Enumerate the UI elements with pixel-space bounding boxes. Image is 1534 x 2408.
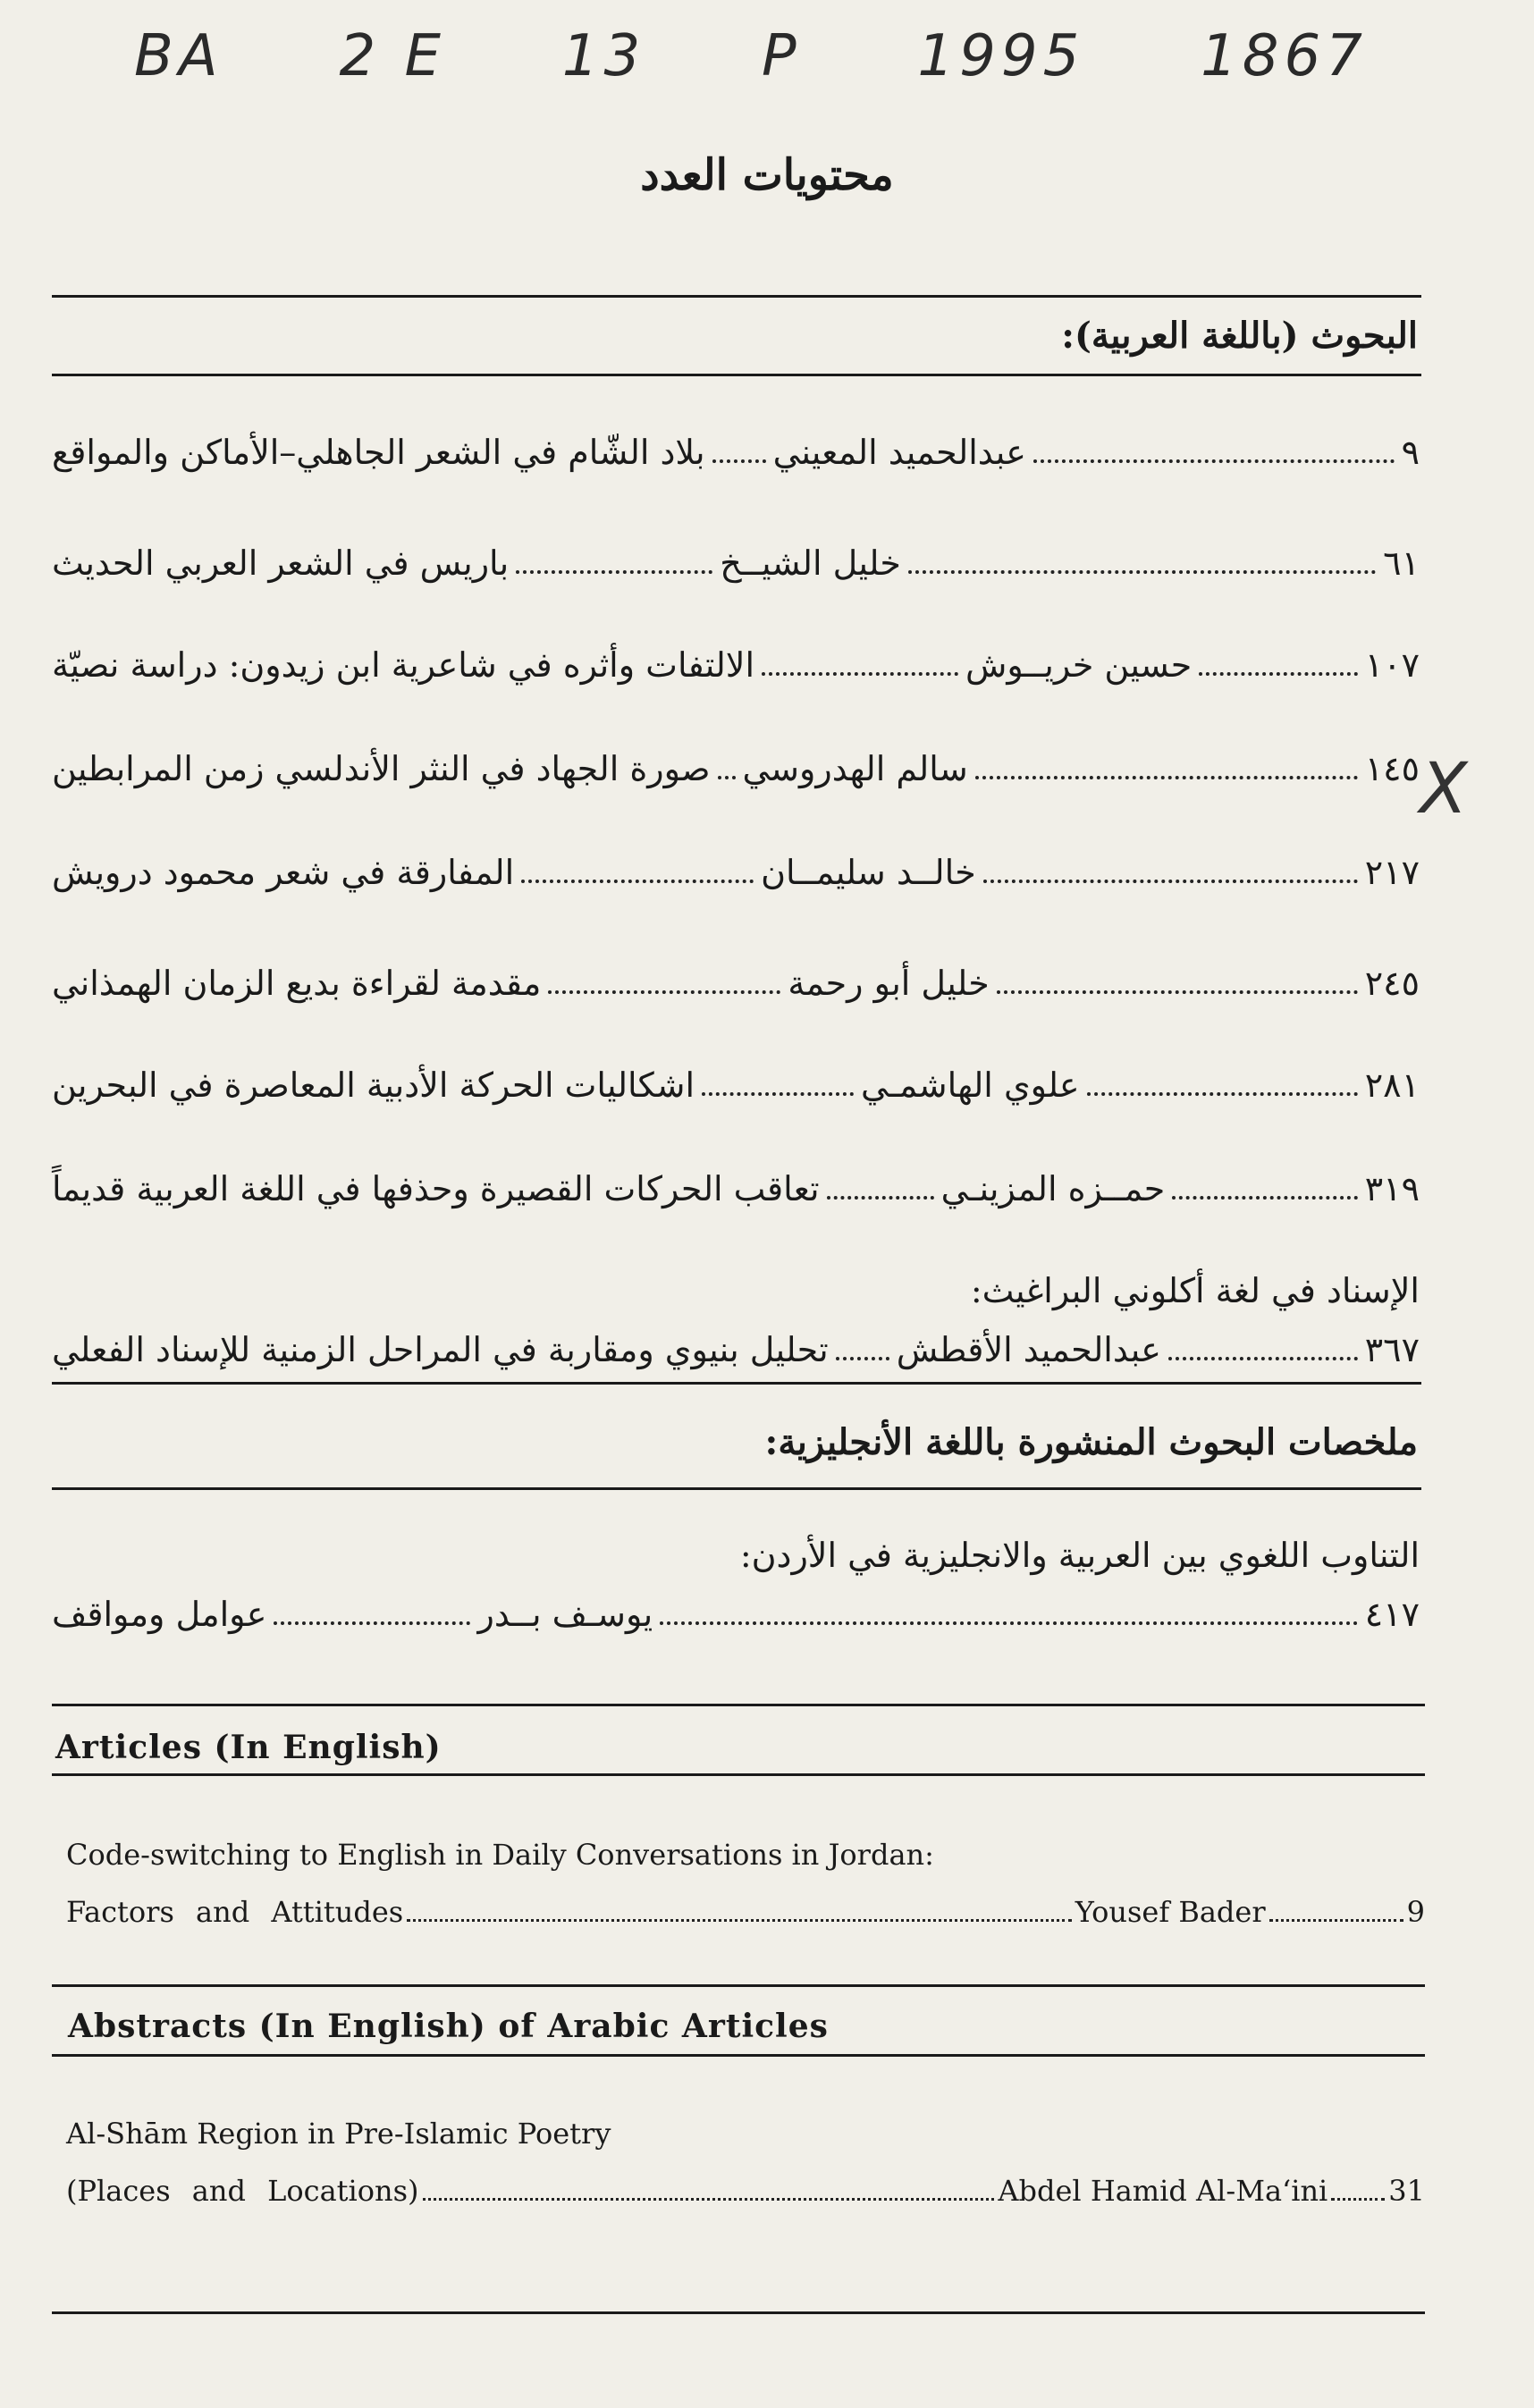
leader-dots	[975, 776, 1358, 779]
toc-title: تعاقب الحركات القصيرة وحذفها في اللغة العربية قديماً	[52, 1169, 820, 1208]
leader-dots	[712, 459, 766, 463]
leader-dots	[1033, 459, 1395, 463]
toc-author: خليل الشيــخ	[720, 543, 901, 583]
toc-page-number: ٩	[1401, 433, 1420, 472]
abstracts-english-heading: Abstracts (In English) of Arabic Articles	[68, 2008, 829, 2045]
handwritten-code: BA	[134, 23, 223, 89]
toc-page-number: ٣١٩	[1364, 1169, 1420, 1208]
handwritten-year: 1995	[917, 23, 1085, 89]
leader-dots	[997, 990, 1358, 994]
toc-author: عبدالحميد الأقطش	[896, 1330, 1161, 1369]
toc-title: الالتفات وأثره في شاعرية ابن زيدون: دراسة نصيّة	[52, 645, 755, 685]
leader-dots	[1172, 1196, 1358, 1200]
toc-page-number: 9	[1406, 1895, 1425, 1929]
toc-title-line1: التناوب اللغوي بين العربية والانجليزية في الأردن:	[739, 1536, 1420, 1575]
toc-page-number: ٤١٧	[1364, 1595, 1420, 1634]
handwritten-annotation	[134, 16, 1368, 97]
divider	[52, 1487, 1421, 1490]
handwritten-part3: 13	[561, 23, 646, 89]
handwritten-x-mark: X	[1420, 749, 1468, 829]
abstracts-heading-arabic: ملخصات البحوث المنشورة باللغة الأنجليزية:	[764, 1421, 1418, 1463]
divider	[52, 1382, 1421, 1385]
toc-page-number: ٢٤٥	[1364, 964, 1420, 1003]
toc-title: عوامل ومواقف	[52, 1595, 267, 1634]
divider	[52, 1704, 1425, 1706]
leader-dots	[1199, 672, 1358, 676]
toc-row[interactable]	[52, 533, 1420, 583]
leader-dots	[660, 1621, 1358, 1625]
leader-dots	[827, 1196, 934, 1200]
toc-page-number: ١٤٥	[1364, 749, 1420, 788]
leader-dots	[407, 1919, 1072, 1922]
toc-title: (Places and Locations)	[66, 2174, 419, 2208]
handwritten-number: 1867	[1201, 23, 1368, 89]
leader-dots	[718, 776, 736, 779]
toc-row[interactable]	[66, 2165, 1425, 2208]
divider	[52, 374, 1421, 376]
toc-title-line1: Code-switching to English in Daily Conversations in Jordan:	[66, 1838, 934, 1872]
leader-dots	[1087, 1092, 1358, 1096]
arabic-section-heading: البحوث (باللغة العربية):	[1061, 315, 1418, 357]
page-title: محتويات العدد	[640, 150, 894, 200]
leader-dots	[516, 570, 712, 574]
toc-author: Abdel Hamid Al-Ma‘ini	[998, 2174, 1328, 2208]
leader-dots	[1168, 1357, 1358, 1360]
toc-row[interactable]	[66, 1886, 1425, 1929]
toc-title-line1: الإسناد في لغة أكلوني البراغيث:	[970, 1271, 1420, 1310]
toc-author: Yousef Bader	[1075, 1895, 1266, 1929]
leader-dots	[1331, 2198, 1385, 2201]
toc-author: خالــد سليمــان	[761, 853, 976, 892]
toc-author: يوسـف بــدر	[477, 1595, 653, 1634]
toc-title-line1: Al-Shām Region in Pre-Islamic Poetry	[66, 2117, 611, 2151]
toc-title: تحليل بنيوي ومقاربة في المراحل الزمنية للإسناد الفعلي	[52, 1330, 829, 1369]
toc-row[interactable]	[52, 1319, 1420, 1369]
toc-title: مقدمة لقراءة بديع الزمان الهمذاني	[52, 964, 542, 1003]
divider	[52, 295, 1421, 298]
toc-title: بلاد الشّام في الشعر الجاهلي–الأماكن والمواقع	[52, 433, 705, 472]
toc-row[interactable]	[52, 842, 1420, 892]
toc-title: باريس في الشعر العربي الحديث	[52, 543, 510, 583]
toc-row[interactable]	[52, 1158, 1420, 1208]
toc-title: صورة الجهاد في النثر الأندلسي زمن المرابطين	[52, 749, 711, 788]
toc-page-number: 31	[1388, 2174, 1425, 2208]
leader-dots	[274, 1621, 470, 1625]
toc-row[interactable]	[52, 422, 1420, 472]
toc-author: حسين خريــوش	[965, 645, 1193, 685]
leader-dots	[521, 880, 754, 883]
leader-dots	[548, 990, 780, 994]
toc-page-number: ٣٦٧	[1364, 1330, 1420, 1369]
toc-author: علوي الهاشمـي	[861, 1065, 1080, 1105]
articles-english-heading: Articles (In English)	[55, 1729, 442, 1766]
divider	[52, 2311, 1425, 2314]
toc-row[interactable]	[52, 635, 1420, 685]
toc-title: المفارقة في شعر محمود درويش	[52, 853, 515, 892]
toc-title: اشكاليات الحركة الأدبية المعاصرة في البحرين	[52, 1065, 695, 1105]
toc-page-number: ٦١	[1383, 543, 1420, 583]
leader-dots	[908, 570, 1376, 574]
toc-page-number: ٢١٧	[1364, 853, 1420, 892]
toc-row[interactable]	[52, 953, 1420, 1003]
leader-dots	[983, 880, 1358, 883]
leader-dots	[702, 1092, 854, 1096]
toc-author: سالم الهدروسي	[742, 749, 968, 788]
handwritten-part4: P	[762, 23, 802, 89]
toc-page-number: ٢٨١	[1364, 1065, 1420, 1105]
toc-author: عبدالحميد المعيني	[772, 433, 1026, 472]
toc-title: Factors and Attitudes	[66, 1895, 404, 1929]
divider	[52, 1773, 1425, 1776]
toc-page-number: ١٠٧	[1364, 645, 1420, 685]
toc-row[interactable]	[52, 1584, 1420, 1634]
leader-dots	[836, 1357, 889, 1360]
divider	[52, 1984, 1425, 1987]
leader-dots	[423, 2198, 995, 2201]
toc-author: حمــزه المزينـي	[940, 1169, 1166, 1208]
toc-author: خليل أبو رحمة	[788, 964, 990, 1003]
handwritten-part2: 2 E	[339, 23, 446, 89]
toc-row[interactable]	[52, 738, 1420, 788]
leader-dots	[1269, 1919, 1403, 1922]
toc-row[interactable]	[52, 1055, 1420, 1105]
leader-dots	[762, 672, 958, 676]
divider	[52, 2054, 1425, 2057]
